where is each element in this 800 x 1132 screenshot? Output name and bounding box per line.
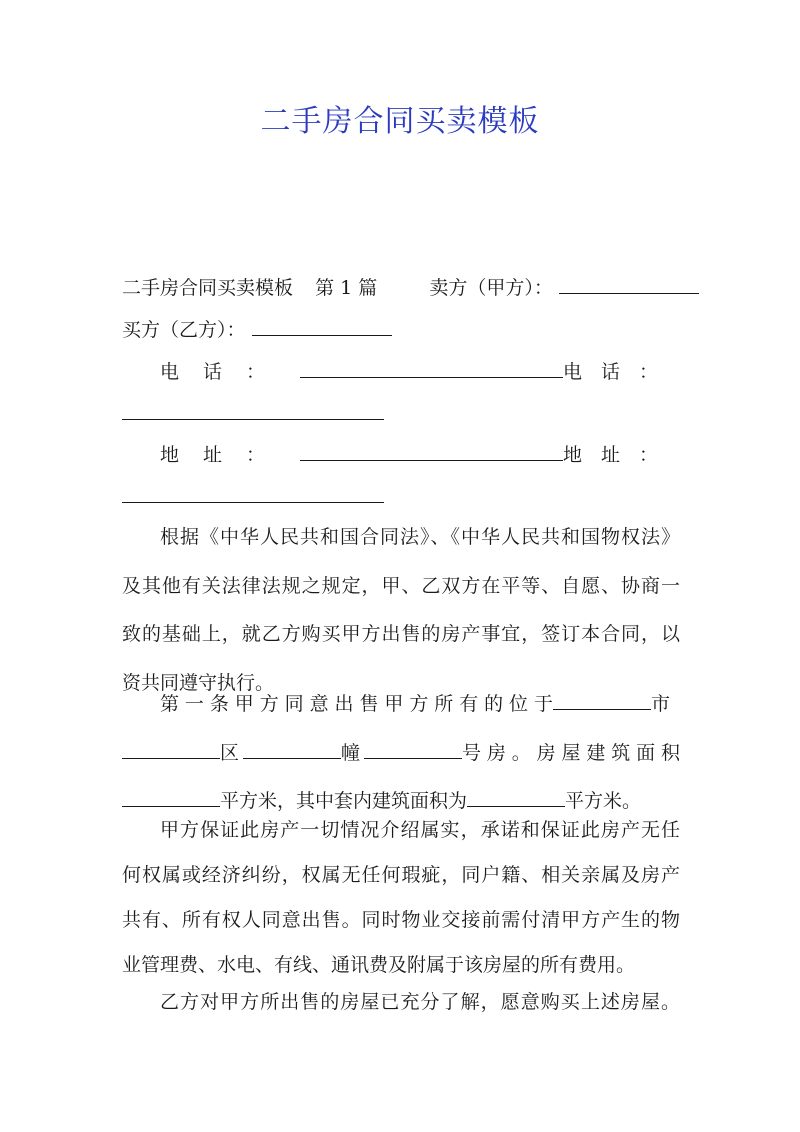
- phone-label: 电 话 ：: [160, 361, 265, 383]
- address-label: 地 址 ：: [160, 444, 265, 466]
- phone-line: [122, 360, 680, 384]
- buyer-address-blank[interactable]: [122, 485, 384, 503]
- seller-blank[interactable]: [559, 276, 699, 294]
- city-blank[interactable]: [553, 692, 651, 710]
- heading-line: [122, 276, 680, 300]
- seller-label: 卖方（甲方）：: [429, 277, 553, 299]
- buyer-address-line: [122, 485, 680, 509]
- article-1-line-3: 平方米，其中套内建筑面积为 平方米。: [122, 789, 680, 813]
- document-title: 二手房合同买卖模板: [260, 104, 540, 139]
- preamble-paragraph: [122, 525, 680, 719]
- room-blank[interactable]: [364, 741, 462, 759]
- text-line: 致的基础上，就乙方购买甲方出售的房产事宜，签订本合同，以: [122, 623, 680, 645]
- contract-label: 二手房合同买卖模板: [122, 277, 294, 299]
- phone-label-right: 电 话 ：: [563, 361, 658, 383]
- text-line: 共有、所有权人同意出售。同时物业交接前需付清甲方产生的物: [122, 909, 680, 931]
- section-number: 第 1 篇: [315, 277, 378, 299]
- article-1: [122, 692, 680, 838]
- seller-phone-blank[interactable]: [300, 360, 563, 378]
- text-line: 根据《中华人民共和国合同法》、《中华人民共和国物权法》: [160, 526, 680, 548]
- article-1-line-1: 第一条甲方同意出售甲方所有的位于 市: [160, 693, 671, 715]
- buyer-line: [122, 318, 680, 342]
- text-line: 何权属或经济纠纷，权属无任何瑕疵，同户籍、相关亲属及房产: [122, 864, 680, 886]
- address-line: [122, 443, 680, 467]
- district-blank[interactable]: [122, 741, 220, 759]
- inner-area-blank[interactable]: [467, 789, 565, 807]
- area-blank[interactable]: [122, 789, 220, 807]
- text-line: 乙方对甲方所出售的房屋已充分了解，愿意购买上述房屋。: [160, 991, 680, 1013]
- text-line: 资共同遵守执行。: [122, 671, 275, 694]
- article-1-line-2: 区 幢 号房。房屋建筑面积: [122, 741, 680, 765]
- text-line: 业管理费、水电、有线、通讯费及附属于该房屋的所有费用。: [122, 954, 636, 976]
- guarantee-paragraph: [122, 818, 680, 1002]
- address-label-right: 地 址 ：: [563, 444, 658, 466]
- buyer-phone-line: [122, 402, 680, 426]
- buyer-blank[interactable]: [252, 318, 392, 336]
- buyer-label: 买方（乙方）：: [122, 319, 246, 341]
- text-line: 甲方保证此房产一切情况介绍属实，承诺和保证此房产无任: [160, 819, 680, 841]
- buyer-phone-blank[interactable]: [122, 402, 384, 420]
- text-line: 及其他有关法律法规之规定，甲、乙双方在平等、自愿、协商一: [122, 574, 680, 597]
- building-blank[interactable]: [243, 741, 341, 759]
- seller-address-blank[interactable]: [300, 443, 563, 461]
- buyer-ack-paragraph: [122, 990, 680, 1039]
